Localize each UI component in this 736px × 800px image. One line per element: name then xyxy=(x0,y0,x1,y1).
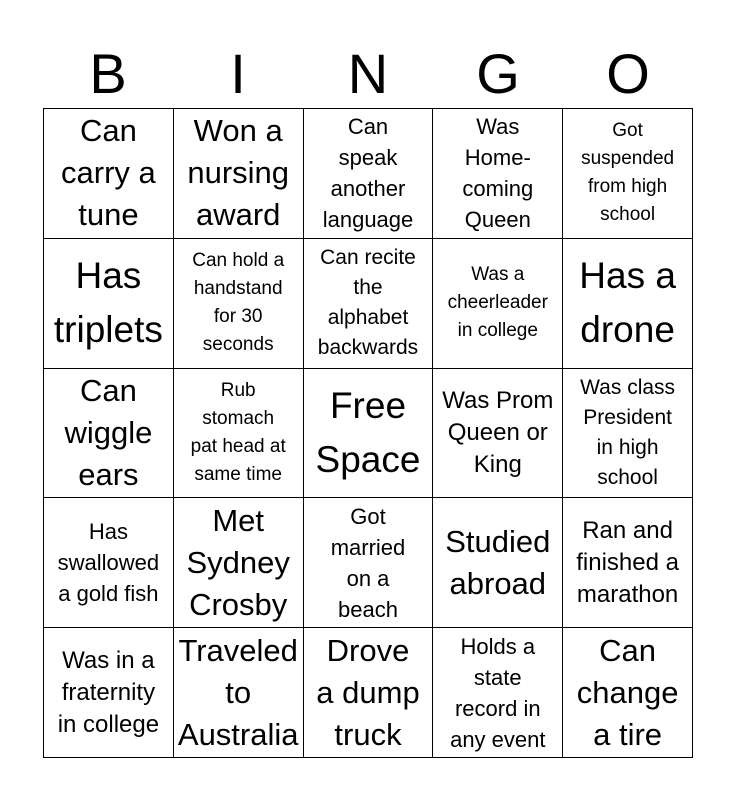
bingo-cell[interactable]: Was a cheerleader in college xyxy=(433,239,563,369)
bingo-cell[interactable]: Studied abroad xyxy=(433,498,563,628)
bingo-cell[interactable]: Won a nursing award xyxy=(174,109,304,239)
free-space-cell[interactable]: Free Space xyxy=(304,369,434,499)
bingo-cell[interactable]: Has a drone xyxy=(563,239,693,369)
bingo-cell[interactable]: Holds a state record in any event xyxy=(433,628,563,758)
bingo-cell[interactable]: Can carry a tune xyxy=(44,109,174,239)
bingo-cell[interactable]: Can change a tire xyxy=(563,628,693,758)
bingo-cell[interactable]: Met Sydney Crosby xyxy=(174,498,304,628)
bingo-cell[interactable]: Can speak another language xyxy=(304,109,434,239)
bingo-cell[interactable]: Was Home- coming Queen xyxy=(433,109,563,239)
header-letter-b: B xyxy=(89,42,127,105)
bingo-cell[interactable]: Rub stomach pat head at same time xyxy=(174,369,304,499)
bingo-cell[interactable]: Has swallowed a gold fish xyxy=(44,498,174,628)
bingo-cell[interactable]: Got married on a beach xyxy=(304,498,434,628)
bingo-board xyxy=(43,108,693,758)
bingo-cell[interactable]: Got suspended from high school xyxy=(563,109,693,239)
bingo-cell[interactable]: Was class President in high school xyxy=(563,369,693,499)
bingo-cell[interactable]: Drove a dump truck xyxy=(304,628,434,758)
bingo-cell[interactable]: Can wiggle ears xyxy=(44,369,174,499)
header-letter-i: I xyxy=(230,42,246,105)
header-letter-n: N xyxy=(347,42,389,105)
bingo-cell[interactable]: Was Prom Queen or King xyxy=(433,369,563,499)
bingo-cell[interactable]: Ran and finished a marathon xyxy=(563,498,693,628)
bingo-cell[interactable]: Has triplets xyxy=(44,239,174,369)
bingo-cell[interactable]: Can hold a handstand for 30 seconds xyxy=(174,239,304,369)
header-letter-g: G xyxy=(476,42,520,105)
header-letter-o: O xyxy=(606,42,650,105)
bingo-cell[interactable]: Traveled to Australia xyxy=(174,628,304,758)
bingo-cell[interactable]: Can recite the alphabet backwards xyxy=(304,239,434,369)
bingo-header xyxy=(43,40,693,108)
bingo-cell[interactable]: Was in a fraternity in college xyxy=(44,628,174,758)
